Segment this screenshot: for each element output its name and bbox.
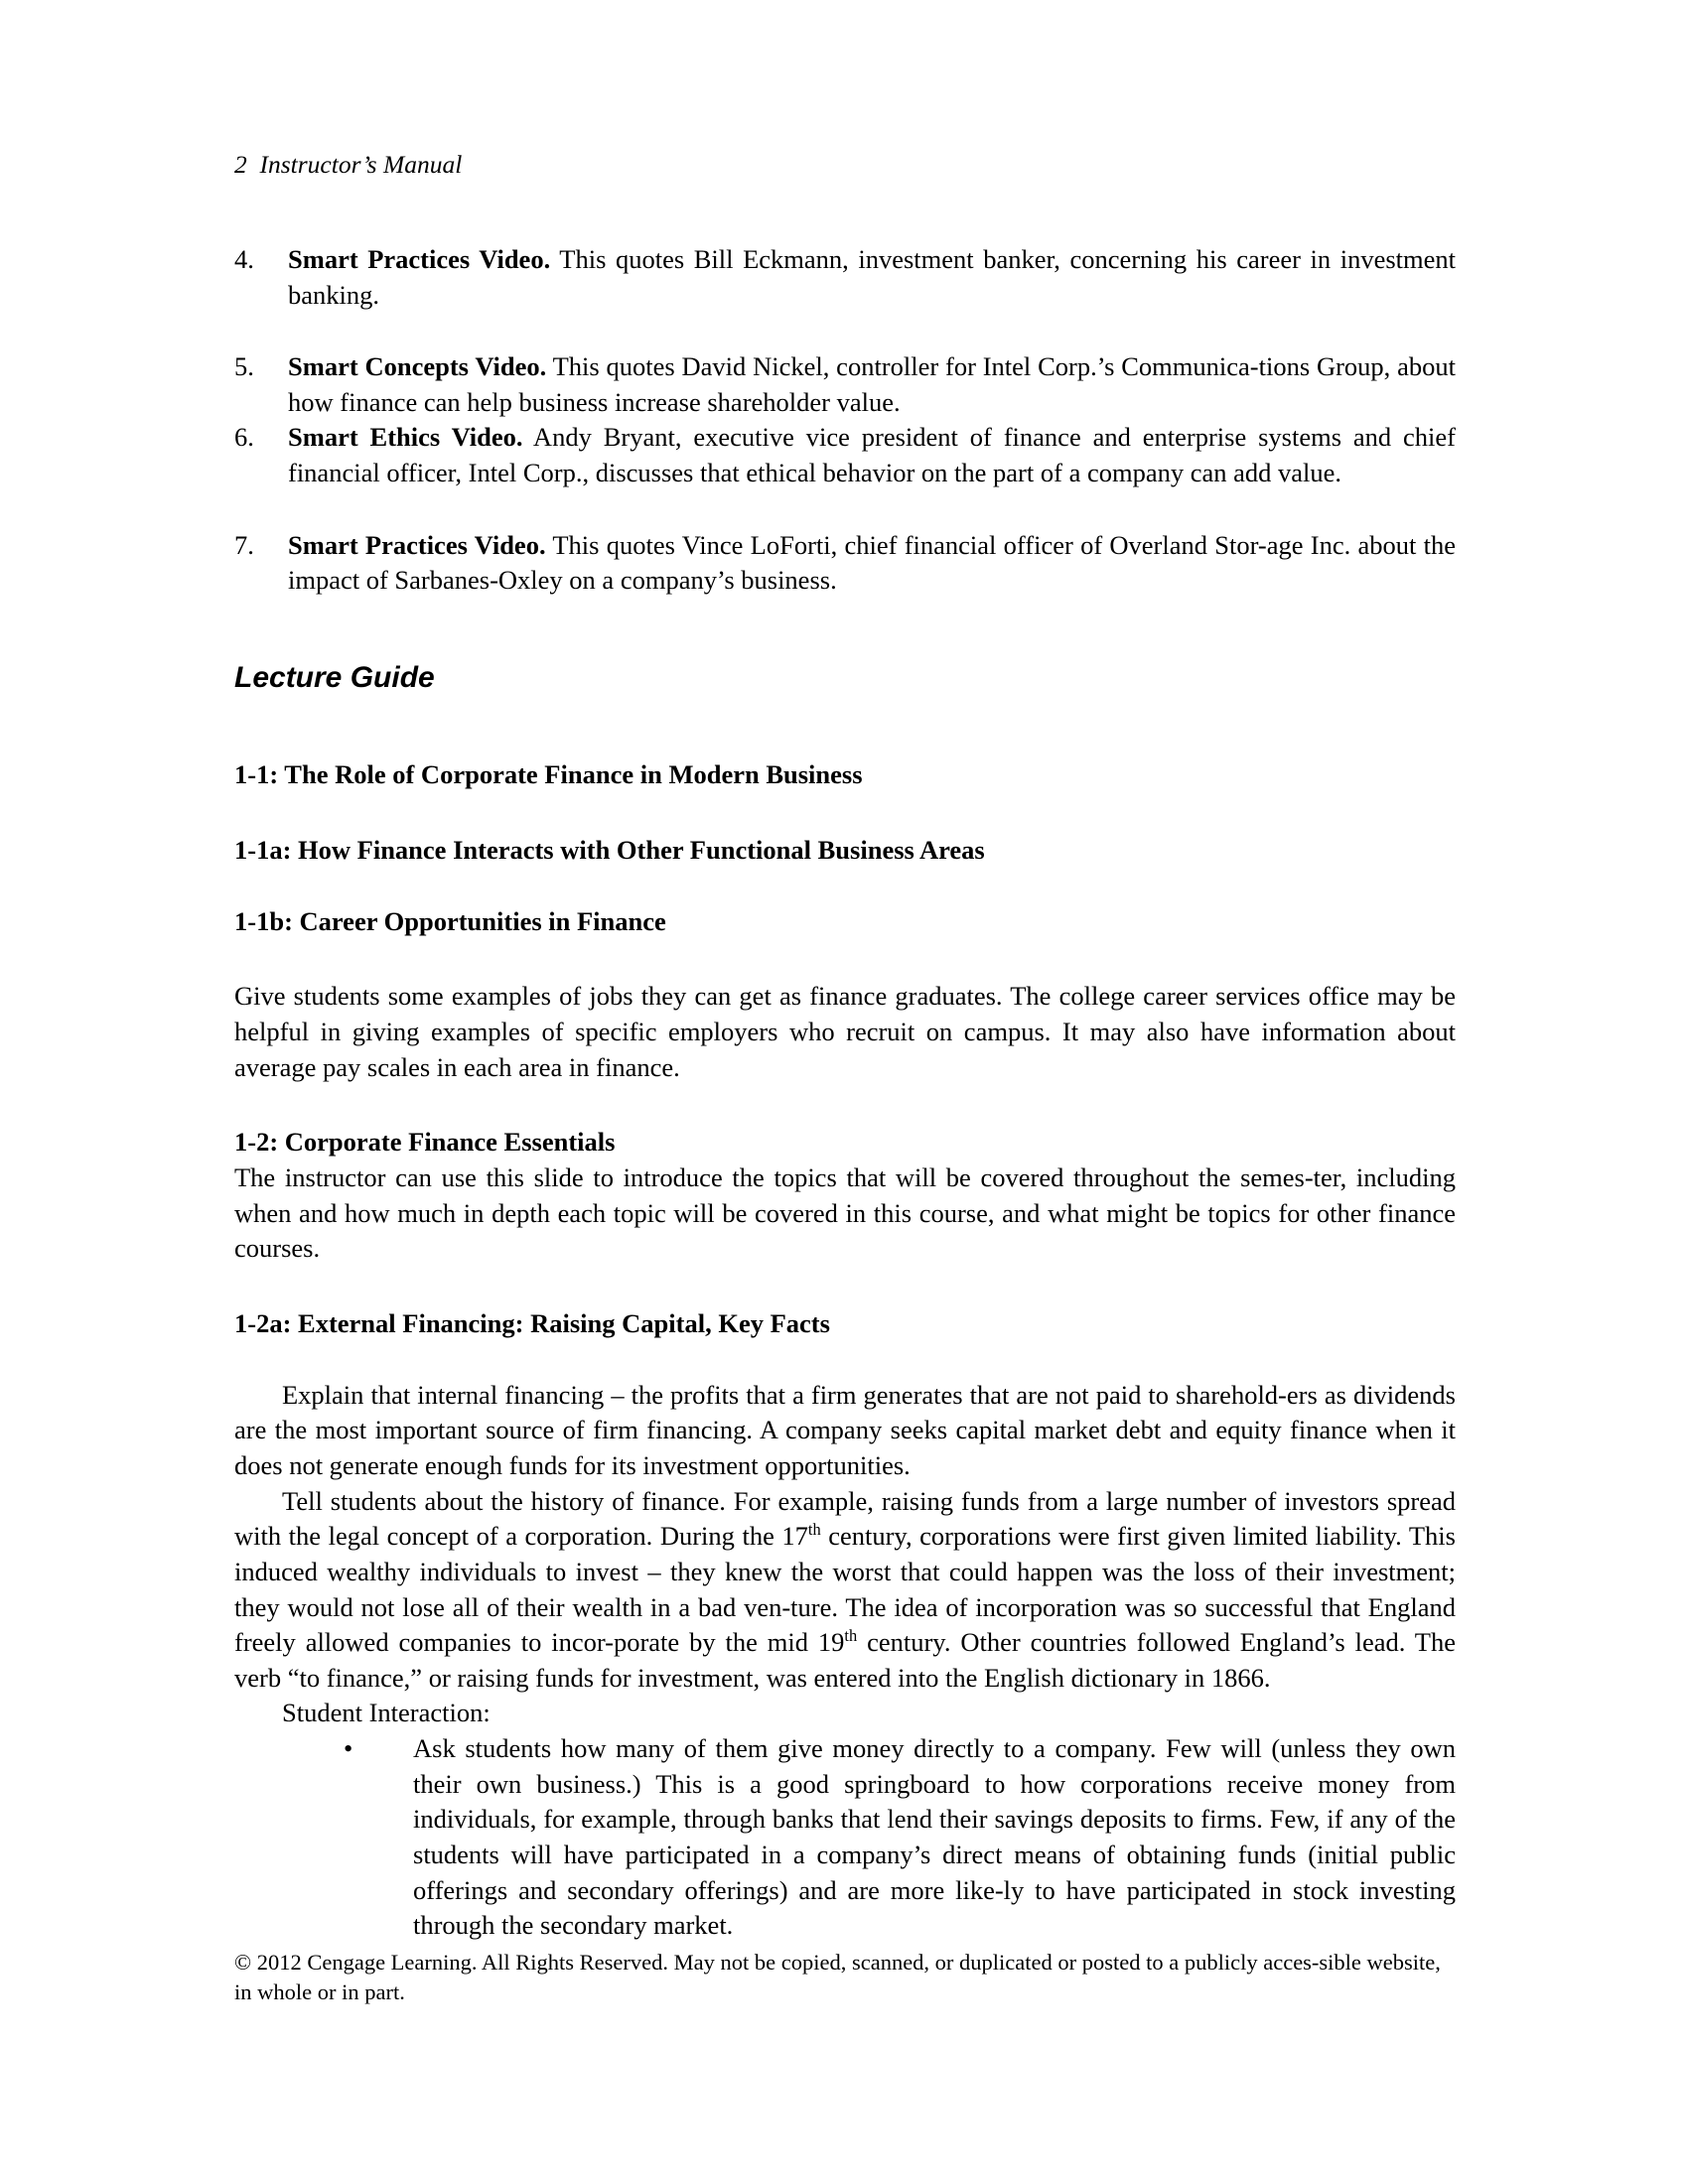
paragraph-text-part-c: century. Other countries followed England’s lead. The verb “to finance,” or raising funds for investment, was entered into the English dictionary in 1866. xyxy=(234,1627,1456,1693)
spacer xyxy=(234,939,1456,979)
paragraph-1-2a-second xyxy=(234,1484,1456,1697)
spacer xyxy=(234,491,1456,528)
running-head xyxy=(234,149,1456,181)
list-item xyxy=(234,420,1456,490)
spacer xyxy=(234,696,1456,757)
spacer xyxy=(234,1342,1456,1378)
list-item xyxy=(344,1731,1456,1944)
section-heading-1-2: 1-2: Corporate Finance Essentials xyxy=(234,1127,616,1158)
paragraph-1-1b: Give students some examples of jobs they can get as finance graduates. The college career services office may be helpful in giving examples of specific employers who recruit on campus. It may also have information about average pay scales in each area in finance. xyxy=(234,981,1456,1082)
spacer xyxy=(234,1085,1456,1125)
bullet-icon: • xyxy=(344,1733,353,1764)
list-item-lead: Smart Practices Video. xyxy=(288,243,551,274)
paragraph-text-part-a: Tell students about the history of finance. For example, raising funds from a large number of investors spread with the legal concept of a corporation. During the 17 xyxy=(234,1485,1456,1552)
lecture-guide-heading: Lecture Guide xyxy=(234,661,435,694)
list-item-lead: Smart Concepts Video. xyxy=(288,351,547,382)
paragraph-1-2: The instructor can use this slide to introduce the topics that will be covered throughout the semes-ter, including when and how much in depth each topic will be covered in this course, and what might be topics for other finance courses. xyxy=(234,1161,1456,1264)
list-item-text: Andy Bryant, executive vice president of finance and enterprise systems and chief financial officer, Intel Corp., discusses that ethical behavior on the part of a company can add value. xyxy=(288,422,1456,488)
paragraph-text-part-b: century, corporations were first given limited liability. This induced wealthy individuals to invest – they knew the worst that could happen was the loss of their investment; they would not lose all of their wealth in a bad ven-ture. The idea of incorporation was so successful that England freely allowed companies to incor-porate by the mid 19 xyxy=(234,1521,1456,1658)
page-footer: © 2012 Cengage Learning. All Rights Reserved. May not be copied, scanned, or duplicated or posted to a publicly acces-sible website, in whole or in part. xyxy=(234,1950,1441,2005)
list-item-number: 7. xyxy=(234,529,254,560)
list-item-lead: Smart Practices Video. xyxy=(288,529,546,560)
page-content xyxy=(234,149,1456,1944)
spacer xyxy=(234,313,1456,349)
paragraph-1-2a-first: Explain that internal financing – the profits that a firm generates that are not paid to sharehold-ers as dividends are the most important source of firm financing. A company seeks capital market debt and equity finance when it does not generate enough funds for its investment opportunities. xyxy=(234,1379,1456,1480)
list-item-text: This quotes Vince LoForti, chief financial officer of Overland Stor-age Inc. about the impact of Sarbanes-Oxley on a company’s business. xyxy=(288,529,1456,596)
spacer xyxy=(234,1267,1456,1306)
superscript-ordinal-17th: th xyxy=(807,1520,821,1540)
section-heading-1-1b: 1-1b: Career Opportunities in Finance xyxy=(234,905,666,936)
list-item-number: 6. xyxy=(234,422,254,453)
list-item-number: 5. xyxy=(234,351,254,382)
section-heading-1-1a: 1-1a: How Finance Interacts with Other Functional Business Areas xyxy=(234,834,985,865)
student-interaction-label xyxy=(234,1696,1456,1731)
bullet-text: Ask students how many of them give money directly to a company. Few will (unless they own their own business.) This is a good springboard to how corporations receive money from individuals, for example, through banks that lend their savings deposits to firms. Few, if any of the students will have participated in a company’s direct means of obtaining funds (initial public offerings and secondary offerings) and are more like-ly to have participated in stock investing through the secondary market. xyxy=(413,1733,1456,1941)
section-heading-1-2a: 1-2a: External Financing: Raising Capital, Key Facts xyxy=(234,1307,830,1338)
student-interaction-bullets xyxy=(234,1731,1456,1944)
student-interaction-text: Student Interaction: xyxy=(282,1698,491,1728)
list-item-lead: Smart Ethics Video. xyxy=(288,422,523,453)
video-resource-list xyxy=(234,242,1456,599)
list-item xyxy=(234,349,1456,420)
list-item xyxy=(234,242,1456,313)
list-item-number: 4. xyxy=(234,243,254,274)
spacer xyxy=(234,793,1456,833)
list-item-text: This quotes David Nickel, controller for Intel Corp.’s Communica-tions Group, about how finance can help business increase shareholder value. xyxy=(288,351,1456,417)
superscript-ordinal-19th: th xyxy=(844,1626,858,1646)
page-number: 2 xyxy=(234,150,247,179)
section-heading-1-1: 1-1: The Role of Corporate Finance in Modern Business xyxy=(234,759,863,789)
list-item xyxy=(234,528,1456,599)
spacer xyxy=(234,869,1456,904)
list-item-text: This quotes Bill Eckmann, investment banker, concerning his career in investment banking. xyxy=(288,243,1456,310)
running-head-title: Instructor’s Manual xyxy=(259,150,463,179)
